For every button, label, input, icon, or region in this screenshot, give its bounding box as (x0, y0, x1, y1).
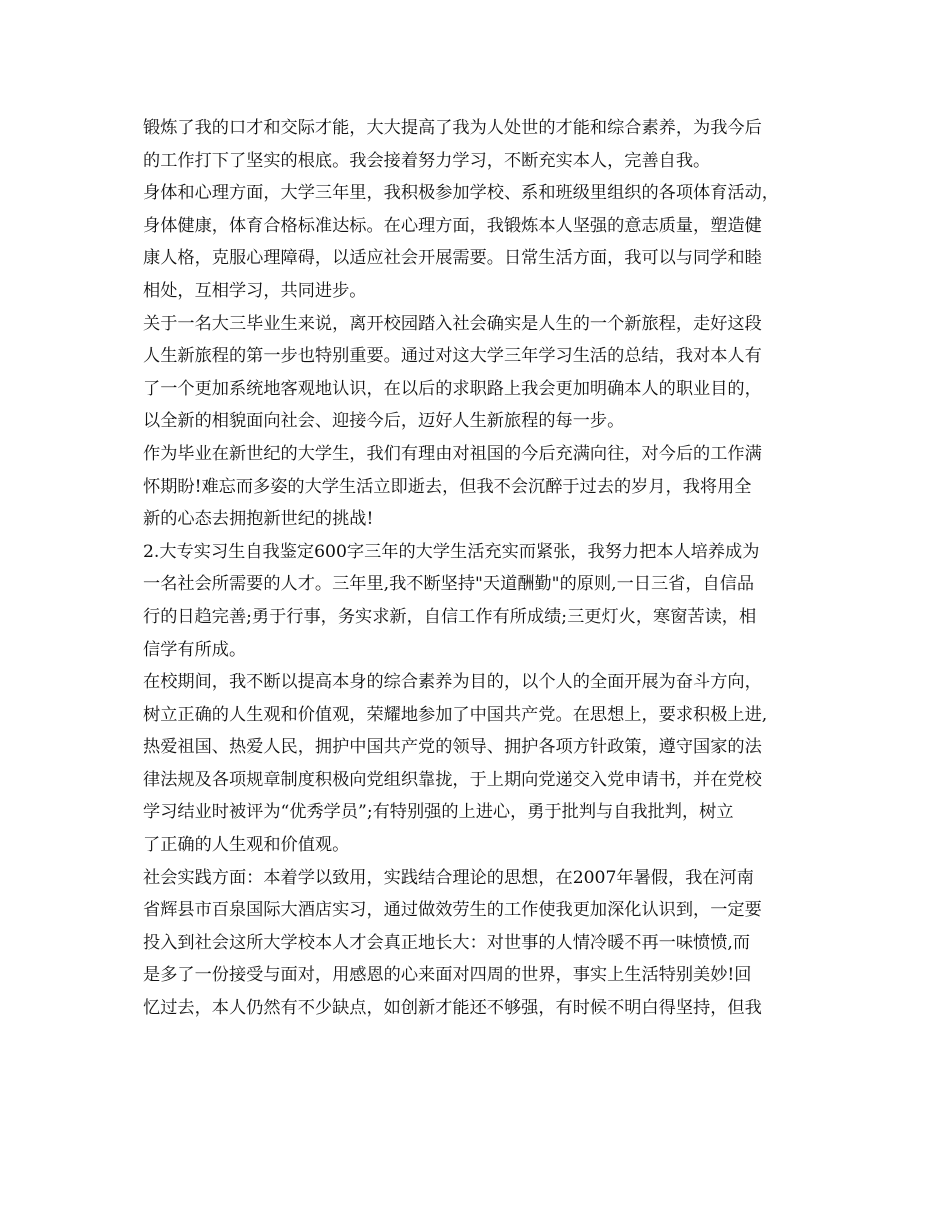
text-line: 律法规及各项规章制度积极向党组织靠拢，于上期向党递交入党申请书，并在党校 (143, 769, 762, 790)
text-line: 省辉县市百泉国际大酒店实习，通过做效劳生的工作使我更加深化认识到，一定要 (143, 900, 762, 921)
text-line: 新的心态去拥抱新世纪的挑战! (143, 509, 374, 530)
text-line: 信学有所成。 (143, 639, 247, 660)
text-line: 的工作打下了坚实的根底。我会接着努力学习，不断充实本人，完善自我。 (143, 150, 711, 171)
text-line: 投入到社会这所大学校本人才会真正地长大：对世事的人情冷暖不再一味愤愤,而 (143, 932, 751, 953)
document-body (143, 112, 823, 1025)
text-line: 忆过去，本人仍然有不少缺点，如创新才能还不够强，有时候不明白得坚持，但我 (143, 998, 762, 1019)
text-line: 热爱祖国、热爱人民，拥护中国共产党的领导、拥护各项方针政策，遵守国家的法 (143, 737, 762, 758)
text-line: 关于一名大三毕业生来说，离开校园踏入社会确实是人生的一个新旅程，走好这段 (143, 313, 762, 334)
text-line: 社会实践方面：本着学以致用，实践结合理论的思想，在2007年暑假，我在河南 (143, 867, 754, 888)
text-line: 一名社会所需要的人才。三年里,我不断坚持"天道酬勤"的原则,一日三省，自信品 (143, 574, 755, 595)
text-line: 了一个更加系统地客观地认识，在以后的求职路上我会更加明确本人的职业目的， (143, 378, 762, 399)
text-line: 锻炼了我的口才和交际才能，大大提高了我为人处世的才能和综合素养，为我今后 (143, 118, 762, 138)
text-line: 学习结业时被评为“优秀学员”;有特别强的上进心，勇于批判与自我批判，树立 (143, 802, 734, 823)
text-line: 2.大专实习生自我鉴定600字三年的大学生活充实而紧张，我努力把本人培养成为 (143, 541, 760, 562)
text-line: 树立正确的人生观和价值观，荣耀地参加了中国共产党。在思想上，要求积极上进, (143, 704, 768, 725)
text-line: 了正确的人生观和价值观。 (143, 835, 350, 856)
text-line: 怀期盼!难忘而多姿的大学生活立即逝去，但我不会沉醉于过去的岁月，我将用全 (143, 476, 752, 497)
text-line: 人生新旅程的第一步也特别重要。通过对这大学三年学习生活的总结，我对本人有 (143, 346, 762, 367)
text-line: 身体和心理方面，大学三年里，我积极参加学校、系和班级里组织的各项体育活动， (143, 183, 779, 204)
text-line: 相处，互相学习，共同进步。 (143, 280, 367, 301)
text-line: 康人格，克服心理障碍，以适应社会开展需要。日常生活方面，我可以与同学和睦 (143, 248, 762, 269)
text-line: 以全新的相貌面向社会、迎接今后，迈好人生新旅程的每一步。 (143, 411, 625, 432)
text-line: 在校期间，我不断以提高本身的综合素养为目的，以个人的全面开展为奋斗方向， (143, 672, 762, 693)
text-line: 作为毕业在新世纪的大学生，我们有理由对祖国的今后充满向往，对今后的工作满 (143, 443, 762, 464)
text-line: 身体健康，体育合格标准达标。在心理方面，我锻炼本人坚强的意志质量，塑造健 (143, 215, 762, 236)
text-line: 行的日趋完善;勇于行事，务实求新，自信工作有所成绩;三更灯火，寒窗苦读，相 (143, 606, 757, 627)
text-line: 是多了一份接受与面对，用感恩的心来面对四周的世界，事实上生活特别美妙!回 (143, 965, 752, 986)
